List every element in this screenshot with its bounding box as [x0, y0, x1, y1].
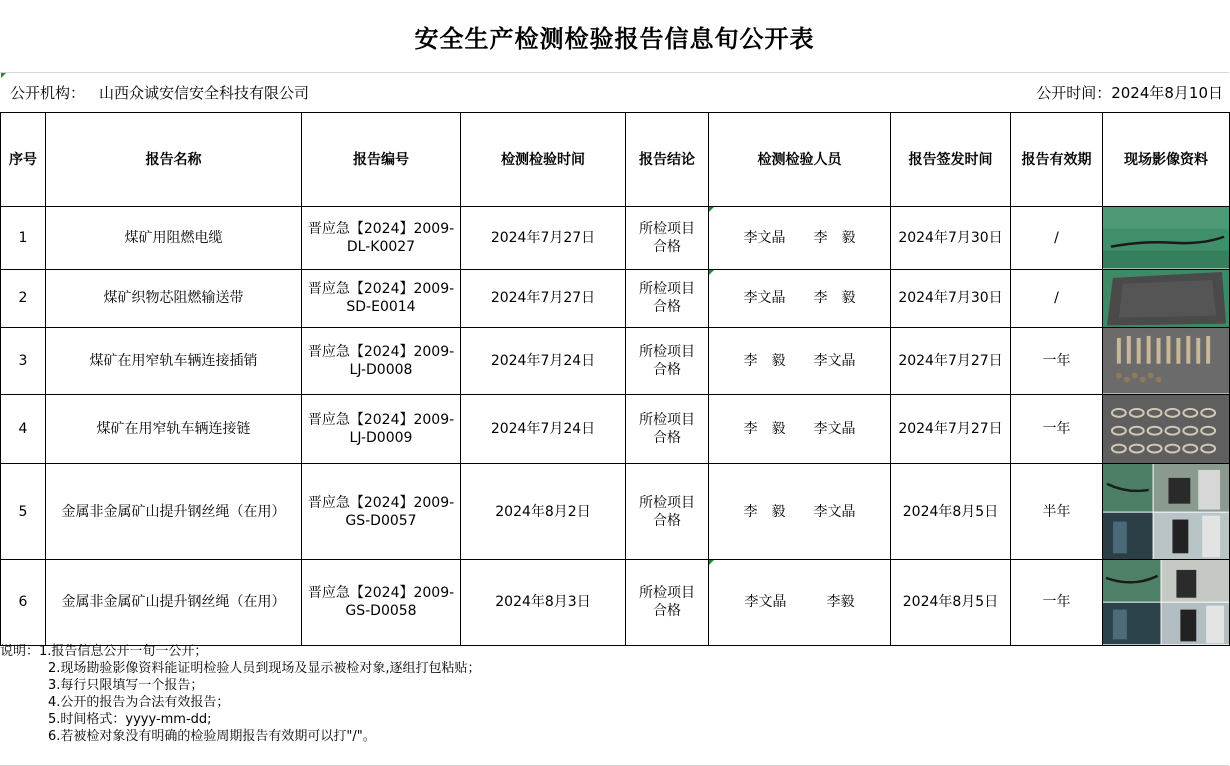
issue-date: 2024年7月27日 — [891, 394, 1011, 463]
report-code: 晋应急【2024】2009- SD-E0014 — [302, 269, 461, 328]
org-name: 山西众诚安信安全科技有限公司 — [99, 84, 310, 102]
wire-rope-photos-icon — [1103, 464, 1229, 559]
report-code: 晋应急【2024】2009- DL-K0027 — [302, 207, 461, 270]
report-name: 煤矿织物芯阻燃输送带 — [46, 269, 302, 328]
report-name: 金属非金属矿山提升钢丝绳（在用） — [46, 560, 302, 645]
inspectors — [709, 207, 891, 270]
issue-date: 2024年8月5日 — [891, 560, 1011, 645]
site-photo[interactable] — [1103, 463, 1230, 559]
site-photo[interactable] — [1103, 207, 1230, 270]
site-photo[interactable] — [1103, 560, 1230, 645]
issue-date: 2024年7月30日 — [891, 269, 1011, 328]
validity: 半年 — [1011, 463, 1103, 559]
table-row — [1, 269, 1230, 328]
report-name: 煤矿在用窄轨车辆连接链 — [46, 394, 302, 463]
note-item: 2.现场勘验影像资料能证明检验人员到现场及显示被检对象,逐组打包粘贴； — [48, 661, 481, 676]
inspector: 李 毅 — [743, 503, 786, 520]
inspector: 李文晶 — [813, 503, 856, 520]
note-line — [0, 711, 1229, 728]
inspectors — [709, 269, 891, 328]
cell-marker-icon — [709, 207, 714, 212]
header-no: 序号 — [1, 113, 46, 207]
conclusion: 所检项目 合格 — [626, 463, 709, 559]
wire-rope-photos-icon — [1103, 560, 1229, 644]
inspector: 李 毅 — [813, 229, 856, 246]
table-row — [1, 463, 1230, 559]
org-info — [0, 82, 309, 103]
validity: 一年 — [1011, 560, 1103, 645]
inspectors — [709, 463, 891, 559]
row-no: 3 — [1, 328, 46, 394]
inspector: 李毅 — [826, 594, 855, 611]
inspector: 李文晶 — [813, 420, 856, 437]
table-row — [1, 560, 1230, 645]
validity: / — [1011, 207, 1103, 270]
validity: 一年 — [1011, 394, 1103, 463]
inspector: 李 毅 — [813, 290, 856, 307]
report-code: 晋应急【2024】2009- LJ-D0009 — [302, 394, 461, 463]
table-row — [1, 394, 1230, 463]
table-row — [1, 207, 1230, 270]
note-line — [0, 677, 1229, 694]
report-code: 晋应急【2024】2009- LJ-D0008 — [302, 328, 461, 394]
validity: 一年 — [1011, 328, 1103, 394]
header-test-date: 检测检验时间 — [461, 113, 626, 207]
test-date: 2024年7月27日 — [461, 207, 626, 270]
inspector: 李 毅 — [743, 420, 786, 437]
row-no: 2 — [1, 269, 46, 328]
cell-marker-icon — [709, 270, 714, 275]
header-name: 报告名称 — [46, 113, 302, 207]
coupling-chain-photo-icon — [1103, 395, 1229, 463]
note-item: 4.公开的报告为合法有效报告； — [48, 695, 230, 710]
report-name: 煤矿在用窄轨车辆连接插销 — [46, 328, 302, 394]
table-row — [1, 328, 1230, 394]
org-info-row — [0, 73, 1229, 113]
report-table — [0, 112, 1230, 646]
note-item: 6.若被检对象没有明确的检验周期报告有效期可以打"/"。 — [48, 729, 376, 744]
notes-section — [0, 643, 1229, 766]
header-validity: 报告有效期 — [1011, 113, 1103, 207]
test-date: 2024年7月24日 — [461, 328, 626, 394]
site-photo[interactable] — [1103, 269, 1230, 328]
report-name: 金属非金属矿山提升钢丝绳（在用） — [46, 463, 302, 559]
row-no: 6 — [1, 560, 46, 645]
inspectors — [709, 328, 891, 394]
note-item: 3.每行只限填写一个报告； — [48, 678, 204, 693]
conveyor-belt-photo-icon — [1103, 270, 1229, 328]
row-no: 1 — [1, 207, 46, 270]
notes-lead: 说明： — [0, 644, 40, 659]
inspectors — [709, 394, 891, 463]
conclusion: 所检项目 合格 — [626, 328, 709, 394]
issue-date: 2024年7月30日 — [891, 207, 1011, 270]
header-conclusion: 报告结论 — [626, 113, 709, 207]
inspector: 李文晶 — [744, 594, 787, 611]
publish-time: 公开时间：2024年8月10日 — [1036, 84, 1223, 102]
test-date: 2024年8月2日 — [461, 463, 626, 559]
note-line — [0, 694, 1229, 711]
header-code: 报告编号 — [302, 113, 461, 207]
note-line — [0, 660, 1229, 677]
header-inspectors: 检测检验人员 — [709, 113, 891, 207]
org-label: 公开机构： — [10, 84, 86, 102]
note-line — [0, 643, 1229, 660]
row-no: 4 — [1, 394, 46, 463]
test-date: 2024年7月24日 — [461, 394, 626, 463]
header-photos: 现场影像资料 — [1103, 113, 1230, 207]
conclusion: 所检项目 合格 — [626, 207, 709, 270]
conclusion: 所检项目 合格 — [626, 394, 709, 463]
report-code: 晋应急【2024】2009- GS-D0057 — [302, 463, 461, 559]
test-date: 2024年8月3日 — [461, 560, 626, 645]
site-photo[interactable] — [1103, 328, 1230, 394]
inspector: 李文晶 — [743, 229, 786, 246]
coupling-pins-photo-icon — [1103, 328, 1229, 393]
issue-date: 2024年7月27日 — [891, 328, 1011, 394]
cell-marker-icon — [709, 560, 714, 565]
issue-date: 2024年8月5日 — [891, 463, 1011, 559]
header-issue-date: 报告签发时间 — [891, 113, 1011, 207]
conclusion: 所检项目 合格 — [626, 560, 709, 645]
note-item: 5.时间格式：yyyy-mm-dd; — [48, 712, 212, 727]
inspectors — [709, 560, 891, 645]
inspector: 李 毅 — [743, 352, 786, 369]
cable-photo-icon — [1103, 207, 1229, 269]
row-no: 5 — [1, 463, 46, 559]
table-header-row — [1, 113, 1230, 207]
conclusion: 所检项目 合格 — [626, 269, 709, 328]
note-item: 1.报告信息公开一旬一公开； — [39, 644, 208, 659]
report-name: 煤矿用阻燃电缆 — [46, 207, 302, 270]
validity: / — [1011, 269, 1103, 328]
report-code: 晋应急【2024】2009- GS-D0058 — [302, 560, 461, 645]
site-photo[interactable] — [1103, 394, 1230, 463]
inspector: 李文晶 — [813, 352, 856, 369]
test-date: 2024年7月27日 — [461, 269, 626, 328]
page-title: 安全生产检测检验报告信息旬公开表 — [0, 0, 1229, 73]
inspector: 李文晶 — [743, 290, 786, 307]
note-line — [0, 728, 1229, 745]
